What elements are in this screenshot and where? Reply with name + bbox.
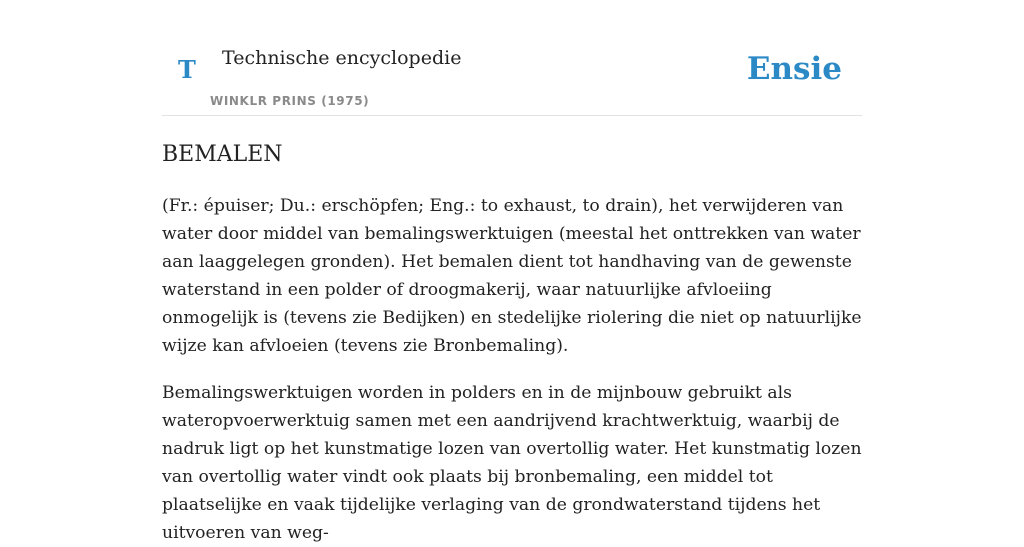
book-edition-label: WINKLR PRINS (1975): [210, 94, 370, 108]
book-title-link[interactable]: Technische encyclopedie: [222, 47, 462, 69]
ensie-logo-link[interactable]: Ensie: [746, 51, 842, 87]
entry-paragraph: (Fr.: épuiser; Du.: erschöpfen; Eng.: to exhaust, to drain), het verwijderen van water door middel van bemalingswerktuigen (meestal het onttrekken van water aan laaggelegen gronden). Het bemalen dient tot handhaving van de gewenste waterstand in een polder of droogmakerij, waar natuurlijke afvloeiing onmogelijk is (tevens zie Bedijken) en stedelijke riolering die niet op natuurlijke wijze kan afvloeien (tevens zie Bronbemaling).: [162, 196, 862, 356]
book-logo-icon[interactable]: T: [178, 55, 196, 84]
entry-paragraph: Bemalingswerktuigen worden in polders en in de mijnbouw gebruikt als wateropvoerwerktuig samen met een aandrijvend krachtwerktuig, waarbij de nadruk ligt op het kunstmatige lozen van overtollig water. Het kunstmatig lozen van overtollig water vindt ook plaats bij bronbemaling, een middel tot plaatselijke en vaak tijdelijke verlaging van de grondwaterstand tijdens het uitvoeren van weg-: [162, 383, 862, 543]
article-page: [162, 0, 862, 543]
header: [162, 0, 862, 116]
entry-title: BEMALEN: [162, 142, 283, 167]
